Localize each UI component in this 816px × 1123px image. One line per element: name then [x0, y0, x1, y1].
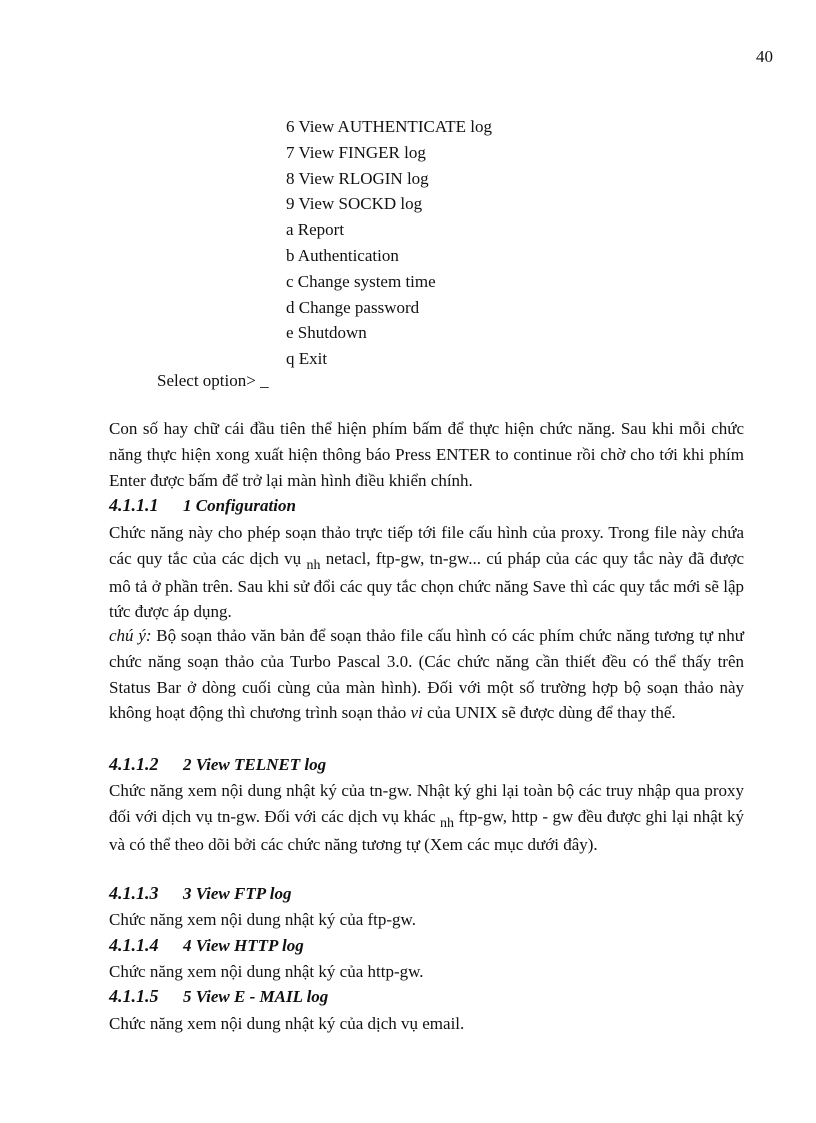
section-heading-ftp-log: [109, 883, 291, 909]
section-number: 4.1.1.4: [109, 935, 159, 955]
menu-option-authenticate-log: 6 View AUTHENTICATE log: [286, 117, 492, 136]
configuration-note: chú ý: Bộ soạn thảo văn bản để soạn thảo file cấu hình có các phím chức năng tương tự như chức năng soạn thảo của Turbo Pascal 3.0. (Các chức năng cần thiết đều có thể thấy trên Status Bar ở dòng cuối cùng của màn hình). Đối với một số trường hợp bộ soạn thảo này không hoạt động thì chương trình soạn thảo vi của UNIX sẽ được dùng để thay thế.: [109, 626, 744, 723]
menu-option-shutdown: e Shutdown: [286, 323, 367, 343]
http-log-paragraph: Chức năng xem nội dung nhật ký của http-gw.: [109, 962, 424, 981]
section-heading-configuration: [109, 495, 296, 521]
menu-option-finger-log: 7 View FINGER log: [286, 142, 426, 162]
section-number: 4.1.1.5: [109, 986, 159, 1006]
section-title: 3 View FTP log: [183, 884, 292, 903]
section-title: 1 Configuration: [183, 496, 296, 515]
page-number: 40: [756, 47, 773, 66]
note-label: chú ý:: [109, 626, 152, 645]
section-heading-telnet-log: [109, 754, 326, 780]
section-title: 2 View TELNET log: [183, 755, 327, 774]
menu-option-change-system-time: c Change system time: [286, 271, 436, 291]
menu-option-sockd-log: 9 View SOCKD log: [286, 194, 423, 214]
menu-option-report: a Report: [286, 220, 345, 240]
intro-paragraph: Con số hay chữ cái đầu tiên thể hiện phím bấm để thực hiện chức năng. Sau khi mỗi chức năng thực hiện xong xuất hiện thông báo Press ENTER to continue rồi chờ cho tới khi phím Enter được bấm để trở lại màn hình điều khiển chính.: [109, 419, 744, 490]
section-number: 4.1.1.3: [109, 883, 159, 903]
email-log-paragraph: Chức năng xem nội dung nhật ký của dịch vụ email.: [109, 1014, 465, 1033]
ftp-log-paragraph: Chức năng xem nội dung nhật ký của ftp-gw.: [109, 910, 416, 929]
section-number: 4.1.1.1: [109, 495, 159, 515]
select-option-prompt: Select option> _: [157, 371, 269, 390]
section-heading-http-log: [109, 935, 304, 961]
section-heading-email-log: [109, 986, 328, 1012]
menu-option-authentication: b Authentication: [286, 245, 399, 265]
menu-option-exit: q Exit: [286, 349, 328, 369]
menu-option-rlogin-log: 8 View RLOGIN log: [286, 168, 429, 188]
telnet-log-paragraph: Chức năng xem nội dung nhật ký của tn-gw. Nhật ký ghi lại toàn bộ các truy nhập qua proxy đối với dịch vụ tn-gw. Đối với các dịch vụ khác $_{nh}$ ftp-gw, http - gw đều được ghi lại nhật ký và có thể theo dõi bởi các chức năng tương tự (Xem các mục dưới đây).: [109, 781, 744, 854]
section-title: 5 View E - MAIL log: [183, 987, 329, 1006]
menu-option-change-password: d Change password: [286, 297, 420, 317]
menu-option-list: [286, 114, 492, 372]
configuration-paragraph: Chức năng này cho phép soạn thảo trực tiếp tới file cấu hình của proxy. Trong file này chứa các quy tắc của các dịch vụ $_{nh}$ netacl, ftp-gw, tn-gw... cú pháp của các quy tắc này đã được mô tả ở phần trên. Sau khi sử đổi các quy tắc chọn chức năng Save thì các quy tắc mới sẽ lập tức được áp dụng.: [109, 523, 744, 622]
section-number: 4.1.1.2: [109, 754, 159, 774]
section-title: 4 View HTTP log: [183, 936, 304, 955]
